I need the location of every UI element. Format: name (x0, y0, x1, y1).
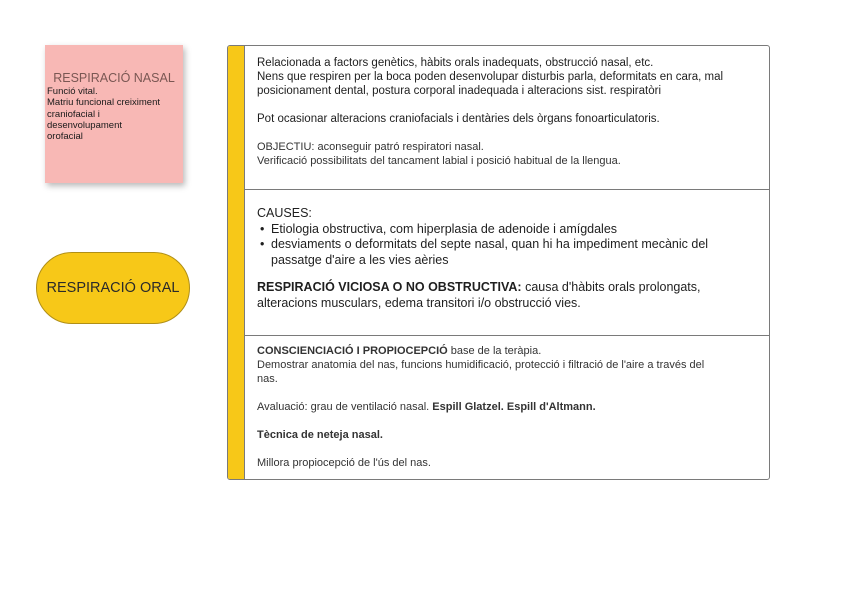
technique-heading (257, 428, 761, 442)
sticky-note-title: RESPIRACIÓ NASAL (53, 71, 175, 85)
respiracio-oral-node[interactable] (36, 252, 190, 324)
card-accent-bar (228, 46, 245, 479)
sticky-note-line: orofacial (47, 131, 83, 143)
cause-item: • Etiologia obstructiva, com hiperplasia de adenoide i amígdales (257, 222, 761, 238)
text-line: Nens que respiren per la boca poden desenvolupar disturbis parla, deformitats en cara, mal (257, 71, 724, 83)
vicious-breathing-paragraph (257, 280, 761, 311)
sticky-note-line: Funció vital. (47, 86, 98, 97)
text-line: OBJECTIU: aconseguir patró respiratori nasal. (257, 141, 484, 153)
description-paragraph (257, 56, 761, 98)
sticky-note-line: desenvolupament (47, 119, 122, 131)
awareness-paragraph (257, 344, 761, 386)
sticky-note-respiracio-nasal[interactable] (45, 45, 183, 183)
text-span: base de la teràpia. (447, 345, 542, 357)
text-line: • desviaments o deformitats del septe nasal, quan hi ha impediment mecànic del (271, 237, 709, 251)
text-line: alteracions musculars, edema transitori i/o obstrucció vies. (257, 295, 581, 310)
section-therapy (245, 336, 769, 480)
text-span: Avaluació: grau de ventilació nasal. (257, 401, 433, 413)
improvement-paragraph: Millora propiocepció de l'ús del nas. (257, 457, 431, 469)
info-card[interactable] (227, 45, 770, 480)
causes-list (257, 222, 761, 269)
technique-label: Tècnica de neteja nasal. (257, 429, 383, 441)
sticky-note-body (47, 86, 183, 142)
text-line: posicionament dental, postura corporal inadequada i alteracions sist. respiratòri (257, 85, 662, 97)
text-span: causa d'hàbits orals prolongats, (521, 280, 701, 294)
text-line: Verificació possibilitats del tancament labial i posició habitual de la llengua. (257, 155, 621, 167)
section-description (245, 46, 769, 190)
consequence-paragraph: Pot ocasionar alteracions craniofacials i dentàries dels òrgans fonoarticulatoris. (257, 113, 660, 125)
sticky-note-line: craniofacial i (47, 108, 100, 120)
objective-paragraph (257, 140, 761, 168)
text-line: passatge d'aire a les vies aèries (271, 252, 449, 267)
evaluation-tools: Espill Glatzel. Espill d'Altmann. (432, 401, 596, 413)
evaluation-paragraph (257, 400, 761, 414)
cause-item (257, 237, 761, 268)
sticky-note-line: Matriu funcional creiximent (47, 97, 160, 109)
awareness-heading: CONSCIENCIACIÓ I PROPIOCEPCIÓ (257, 345, 448, 357)
causes-title: CAUSES: (257, 206, 312, 220)
text-line: nas. (257, 373, 278, 385)
section-causes (245, 190, 769, 336)
vicious-breathing-heading: RESPIRACIÓ VICIOSA O NO OBSTRUCTIVA: (257, 280, 522, 294)
respiracio-oral-label: RESPIRACIÓ ORAL (46, 280, 180, 296)
text-line: Relacionada a factors genètics, hàbits orals inadequats, obstrucció nasal, etc. (257, 57, 654, 69)
text-line: Demostrar anatomia del nas, funcions humidificació, protecció i filtració de l'aire a través del (257, 359, 705, 371)
